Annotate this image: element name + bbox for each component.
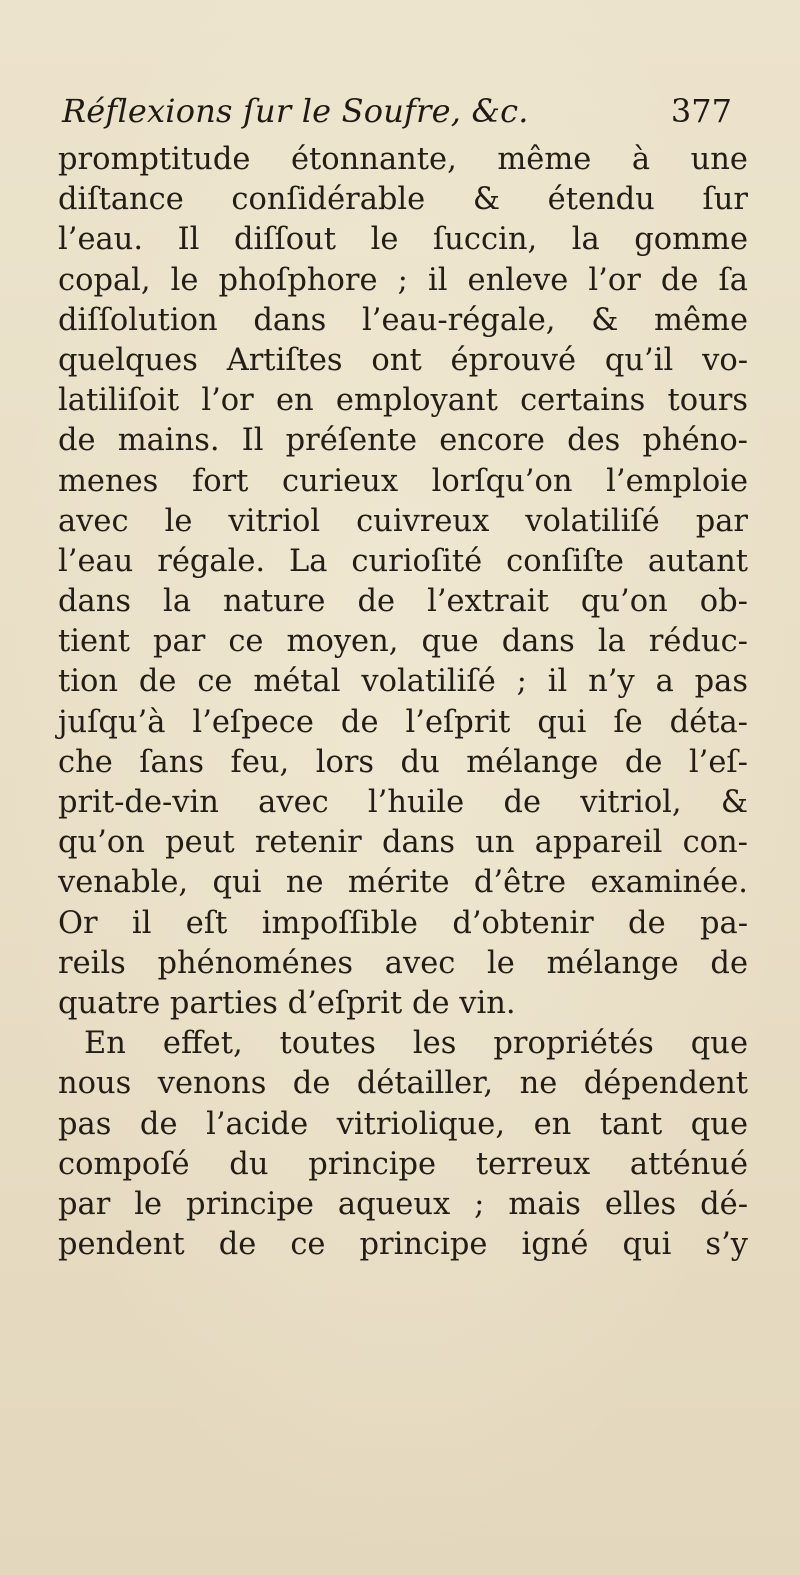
text-line: l’eau. Il diſſout le ſuccin, la gomme <box>58 222 748 258</box>
text-line: reils phénoménes avec le mélange de <box>58 945 748 981</box>
text-line: pas de l’acide vitriolique, en tant que <box>58 1106 748 1142</box>
text-line: tion de ce métal volatiliſé ; il n’y a pas <box>58 664 748 700</box>
body-text <box>58 140 748 1265</box>
text-line: par le principe aqueux ; mais elles dé- <box>58 1186 748 1222</box>
text-line: pendent de ce principe igné qui s’y <box>58 1227 748 1263</box>
text-line: menes fort curieux lorſqu’on l’emploie <box>58 463 748 499</box>
text-line: de mains. Il préſente encore des phéno- <box>58 423 748 459</box>
text-line: copal, le phoſphore ; il enleve l’or de ſa <box>58 262 748 298</box>
text-line: quelques Artiſtes ont éprouvé qu’il vo- <box>58 342 748 378</box>
text-line: dans la nature de l’extrait qu’on ob- <box>58 584 748 620</box>
text-line: avec le vitriol cuivreux volatiliſé par <box>58 503 748 539</box>
text-line: juſqu’à l’eſpece de l’eſprit qui ſe déta- <box>58 704 748 740</box>
text-line: quatre parties d’eſprit de vin. <box>58 985 516 1021</box>
text-line: venable, qui ne mérite d’être examinée. <box>58 865 748 901</box>
text-line: nous venons de détailler, ne dépendent <box>58 1066 748 1102</box>
text-line: En effet, toutes les propriétés que <box>84 1026 748 1062</box>
text-line: diſtance conſidérable & étendu ſur <box>58 182 748 218</box>
text-line: promptitude étonnante, même à une <box>58 142 748 177</box>
text-line: prit-de-vin avec l’huile de vitriol, & <box>58 785 748 820</box>
text-line: compoſé du principe terreux atténué <box>58 1146 748 1182</box>
text-line: l’eau régale. La curioſité conſiſte autant <box>58 543 748 579</box>
text-line: tient par ce moyen, que dans la réduc- <box>58 624 748 660</box>
page-number: 377 <box>670 92 732 130</box>
text-line: latiliſoit l’or en employant certains tours <box>58 383 748 419</box>
text-line: che ſans feu, lors du mélange de l’eſ- <box>58 744 748 780</box>
page-header <box>62 92 732 140</box>
text-line: diſſolution dans l’eau-régale, & même <box>58 302 748 338</box>
text-line: qu’on peut retenir dans un appareil con- <box>58 825 748 861</box>
text-line: Or il eſt impoſſible d’obtenir de pa- <box>58 905 748 941</box>
running-title: Réflexions ſur le Soufre, &c. <box>62 92 529 130</box>
